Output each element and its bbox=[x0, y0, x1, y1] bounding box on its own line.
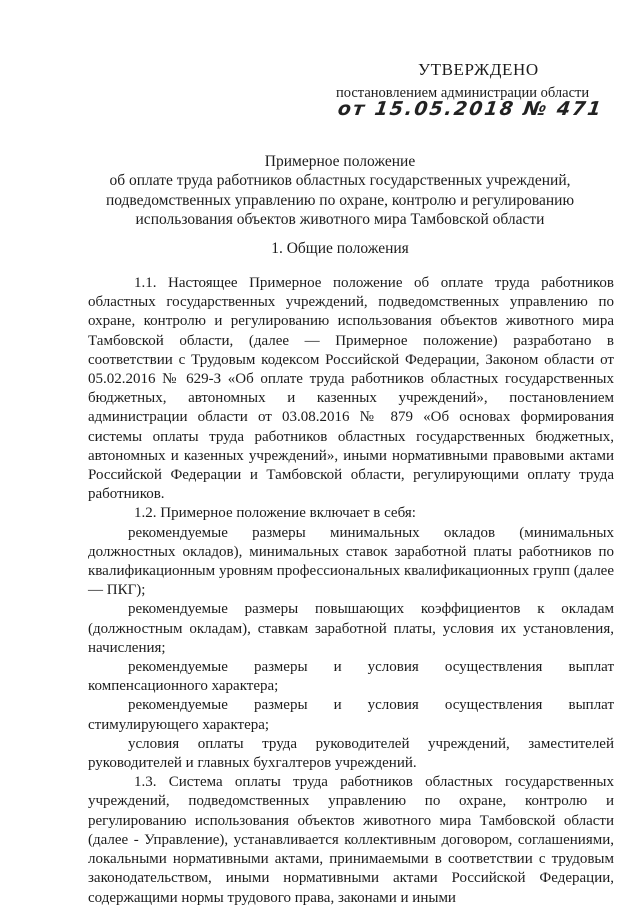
approval-line: постановлением администрации области bbox=[336, 85, 590, 101]
paragraph-1-2: 1.2. Примерное положение включает в себя: bbox=[134, 505, 416, 522]
list-item: рекомендуемые размеры и условия осуществления выплат компенсационного характера; bbox=[88, 659, 614, 695]
list-item: рекомендуемые размеры и условия осуществления выплат стимулирующего характера; bbox=[88, 697, 614, 733]
list-item: условия оплаты труда руководителей учреждений, заместителей руководителей и главных бухгалтеров учреждений. bbox=[88, 735, 614, 772]
approval-title: УТВЕРЖДЕНО bbox=[418, 60, 539, 79]
list-item: рекомендуемые размеры повышающих коэффициентов к окладам (должностным окладам), ставкам заработной платы, условия их установления, начисления; bbox=[88, 601, 614, 656]
section-heading: 1. Общие положения bbox=[271, 240, 409, 257]
paragraph-1-3: 1.3. Система оплаты труда работников областных государственных учреждений, подведомственных управлению по охране, контролю и регулированию использования объектов животного мира Тамбовской области (далее - Управление), устанавливается коллективным договором, соглашениями, локальными нормативными актами, принимаемыми в соответствии с трудовым законодательством, иными нормативными актами Российской Федерации, содержащими нормы трудового права, законами и иными bbox=[88, 774, 614, 906]
list-item: рекомендуемые размеры минимальных окладов (минимальных должностных окладов), минимальных ставок заработной платы работников по квалификационным уровням профессиональных квалификационных групп (далее — ПКГ); bbox=[88, 524, 614, 599]
handwritten-date-number: от 15.05.2018 № 471 bbox=[336, 98, 605, 120]
document-title-line: Примерное положение bbox=[264, 153, 416, 170]
document-title-line: об оплате труда работников областных государственных учреждений, bbox=[109, 172, 571, 190]
document-body bbox=[88, 274, 614, 908]
document-title-line: подведомственных управлению по охране, контролю и регулированию bbox=[105, 191, 575, 209]
document-title-line: использования объектов животного мира Тамбовской области bbox=[135, 211, 545, 229]
paragraph-1-1: 1.1. Настоящее Примерное положение об оплате труда работников областных государственных учреждений, подведомственных управлению по охране, контролю и регулированию использования объектов животного мира Тамбовской области, (далее — Примерное положение) разработано в соответствии с Трудовым кодексом Российской Федерации, Законом области от 05.02.2016 № 629-З «Об оплате труда работников областных государственных бюджетных, автономных и казенных учреждений», постановлением администрации области от 03.08.2016 № 879 «Об основах формирования системы оплаты труда работников областных государственных бюджетных, автономных и казенных учреждений», иными нормативными правовыми актами Российской Федерации и Тамбовской области, регулирующими оплату труда работников. bbox=[88, 275, 614, 503]
document-title bbox=[60, 152, 620, 230]
